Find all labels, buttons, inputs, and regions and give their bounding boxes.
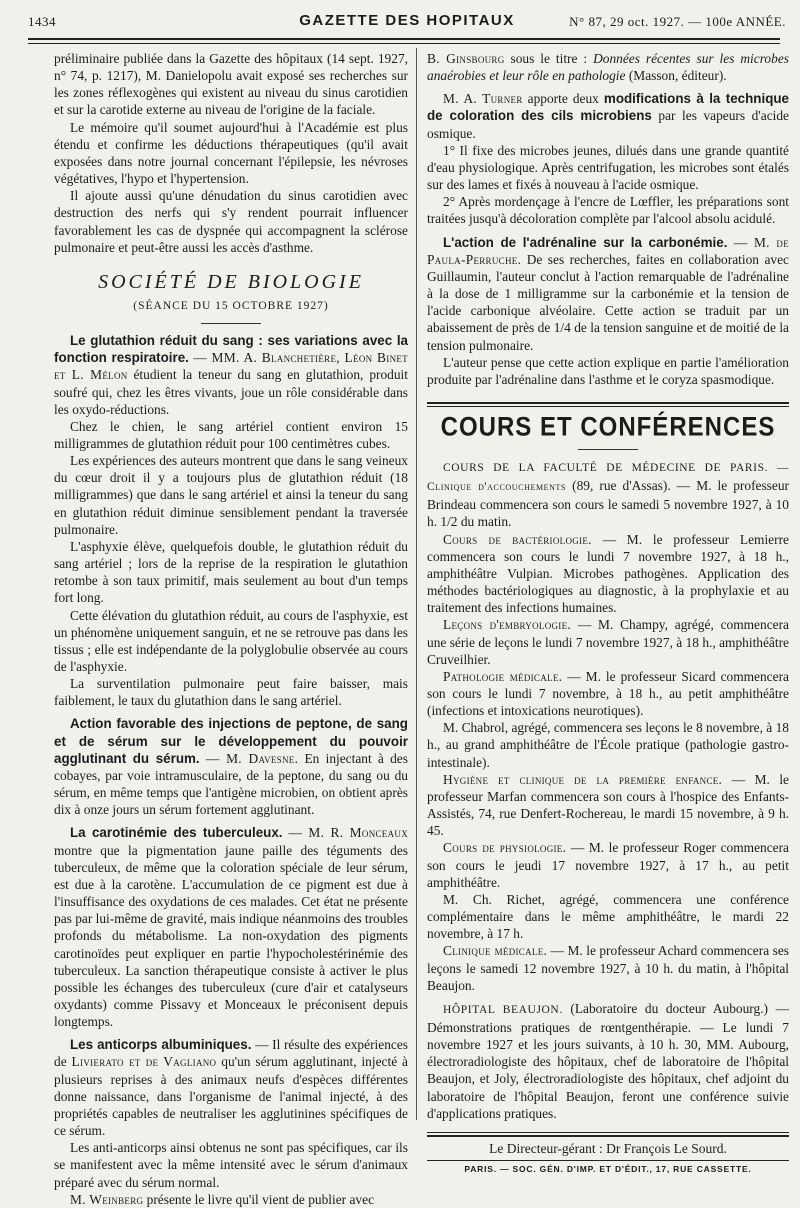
page-number: 1434: [28, 14, 56, 29]
article-heading: modifications à la technique de coloration des cils microbiens: [427, 91, 789, 124]
article-authors: Livierato et de Vagliano: [71, 1054, 217, 1070]
issue-info: N° 87, 29 oct. 1927. — 100e ANNÉE.: [569, 14, 786, 29]
section-title: SOCIÉTÉ DE BIOLOGIE: [98, 270, 364, 293]
banner-short-rule: [578, 449, 638, 450]
article-authors: M. A. Turner: [443, 91, 523, 107]
page-header: [28, 8, 786, 36]
section-subtitle: (SÉANCE DU 15 OCTOBRE 1927): [133, 299, 329, 312]
column-divider: [416, 48, 417, 1120]
course-paragraph: M. Chabrol, agrégé, commencera ses leçons le 8 novembre, à 18 h., au grand amphithéâtre de l'École pratique (pathologie gastro-intestinale).: [427, 720, 789, 770]
course-item: [427, 771, 789, 840]
article-text: montre que la pigmentation jaune paille des téguments des tuberculeux, de même que la coloration spéciale de leur sérum, est due à la carotène. L'accumulation de ce pigment est due à l'insuffisance des oxydations de ces malades. Cet état ne présente pas par lui-même de gravité, mais indique néanmoins des troubles profonds du métabolisme. La non-oxydation des pigments carotinoïdes peut expliquer en partie l'hypocholestérinémie des tuberculeux. La sanction thérapeutique consiste à activer le plus possible les échanges des tuberculeux (cure d'air et catalyseurs oxydants) comme Pissavy et Monceaux le préconisent depuis longtemps.: [54, 842, 409, 1030]
article-anticorps: [54, 1036, 408, 1139]
course-text: — M. Champy, agrégé, commencera une série de leçons le lundi 7 novembre 1927, à 18 h., amphithéâtre Cruveilhier.: [427, 617, 789, 667]
article-authors: B. Ginsbourg: [427, 51, 505, 66]
course-item: [427, 1000, 789, 1122]
footer-rule-thick: [427, 1135, 789, 1137]
article-heading: Le glutathion réduit du sang : ses variations avec la fonction respiratoire.: [54, 333, 408, 366]
course-item: [427, 616, 789, 667]
article-text: qu'un sérum agglutinant, injecté à plusieurs reprises à des animaux neufs d'espèces différentes donne naissance, dans l'organisme de l'animal injecté, à des propriétés capables de neutraliser les agglutinines spécifiques de ce sérum.: [54, 1054, 408, 1139]
course-heading: Cours de bactériologie.: [443, 531, 592, 547]
right-column: [427, 50, 789, 1178]
article-heading: L'action de l'adrénaline sur la carbonémie.: [443, 234, 728, 250]
article-text: — Il résulte des expériences de: [54, 1037, 408, 1070]
article-paragraph: L'auteur pense que cette action explique en partie l'amélioration produite par l'adrénaline dans l'asthme et le coryza spasmodique.: [427, 354, 789, 387]
course-text: — M. le professeur Lemierre commencera son cours le lundi 7 novembre 1927, à 18 h., amphithéâtre Vulpian. Microbes pathogènes. Application des méthodes bactériologiques au diagnostic, à la prophylaxie et au traitement des infections humaines.: [427, 531, 789, 616]
article-text: De ses recherches, faites en collaboration avec Guillaumin, l'auteur conclut à l'action remarquable de l'adrénaline à la dose de 1 milligramme sur la carbonémie et la tension de l'acide carbonique alvéolaire. Cette action se traduit par un abaissement de près de 1/4 de la tension sanguine et de moitié de la tension pulmonaire.: [427, 251, 789, 353]
article-text: apporte deux: [527, 91, 599, 107]
article-carotinemie: [54, 824, 408, 1030]
article-paragraph: 2° Après mordençage à l'encre de Lœffler, les préparations sont traitées jusqu'à décoloration complète par l'alcool absolu acidulé.: [427, 194, 789, 227]
article-paragraph: Les anti-anticorps ainsi obtenus ne sont pas spécifiques, car ils se manifestent avec la même intensité avec le sérum d'animaux préparé avec du sérum normal.: [54, 1140, 408, 1190]
article-heading: Les anticorps albuminiques.: [70, 1037, 252, 1053]
banner-rule: [427, 402, 789, 404]
intro-paragraph: préliminaire publiée dans la Gazette des hôpitaux (14 sept. 1927, n° 74, p. 1217), M. Danielopolu avait exposé ses recherches sur les zones réflexogènes qui existent au niveau du sinus carotidien et sur la carotide externe au niveau de l'origine de la faciale.: [54, 51, 408, 118]
section-banner: COURS ET CONFÉRENCES: [440, 412, 776, 443]
course-heading: COURS DE LA FACULTÉ DE MÉDECINE DE PARIS. — Clinique d'accouchements: [427, 461, 789, 494]
article-text: étudient la teneur du sang en glutathion, produit soufré qui, chez les êtres vivants, joue un rôle considérable dans les oxydo-réductions.: [54, 367, 408, 417]
course-text: — M. le professeur Roger commencera son cours le jeudi 17 novembre 1927, à 17 h., au petit amphithéâtre.: [427, 840, 789, 890]
journal-title: GAZETTE DES HOPITAUX: [299, 12, 515, 29]
course-item: [427, 458, 789, 531]
course-paragraph: M. Ch. Richet, agrégé, commencera une conférence complémentaire dans le même amphithéâtre, le mardi 22 novembre, à 17 h.: [427, 891, 789, 942]
footer-director: Le Directeur-gérant : Dr François Le Sourd.: [489, 1140, 727, 1156]
article-glutathion: [54, 332, 408, 418]
article-adrenaline: [427, 234, 789, 354]
header-rule-thin: [28, 43, 780, 44]
course-item: [427, 668, 789, 719]
article-paragraph: Chez le chien, le sang artériel contient environ 15 milligrammes de glutathion réduit pour 100 centimètres cubes.: [54, 418, 408, 451]
left-column: [54, 50, 408, 1208]
book-title: Données récentes sur les microbes anaérobies et leur rôle en pathologie: [427, 51, 789, 84]
article-authors: — M. Davesne.: [205, 750, 299, 766]
article-authors: M. Weinberg: [70, 1191, 144, 1207]
article-paragraph: Cette élévation du glutathion réduit, au cours de l'asphyxie, est un phénomène uniquement sanguin, et ne se retrouve pas dans les tissus ; elle est indépendante de la polyglobulie observée au cours de l'asphyxie.: [54, 607, 408, 674]
course-text: — M. le professeur Achard commencera ses leçons le samedi 12 novembre 1927, à 10 h. du matin, à l'hôpital Beaujon.: [427, 943, 789, 993]
article-turner: [427, 90, 789, 141]
course-item: [427, 839, 789, 890]
course-text: — M. le professeur Sicard commencera son cours le lundi 7 novembre, à 18 h., au petit amphithéâtre (infections et intoxications neurotiques).: [427, 668, 789, 719]
course-text: — Le lundi 7 novembre 1927 et les jours suivants, à 10 h. 30, MM. Aubourg, électroradiologiste des hôpitaux, chef de laboratoire de l'hôpital Beaujon, et Joly, électroradiologiste des hôpitaux, chef adjoint du laboratoire de l'hôpital Beaujon, feront une conférence suivie d'applications pratiques.: [427, 1019, 789, 1121]
course-text: (89, rue d'Assas). — M. le professeur Brindeau commencera son cours le samedi 5 novembre 1927, à 10 h. 1/2 du matin.: [427, 478, 789, 530]
course-text: (Laboratoire du docteur Aubourg.) — Démonstrations pratiques de rœntgenthérapie.: [427, 1000, 789, 1035]
article-weinberg: [54, 1191, 408, 1208]
intro-paragraph: Le mémoire qu'il soumet aujourd'hui à l'Académie est plus étendu et confirme les déductions thérapeutiques (qu'il avait exposées dans notre journal concernant l'épilepsie, les névroses végétatives, l'hypo et l'hypertension.: [54, 119, 408, 187]
course-heading: Clinique médicale.: [443, 943, 548, 959]
article-paragraph: La surventilation pulmonaire peut faire baisser, mais faiblement, le taux du glutathion dans le sang artériel.: [54, 676, 408, 709]
article-heading: La carotinémie des tuberculeux.: [70, 825, 283, 841]
course-heading: Hygiène et clinique de la première enfance.: [443, 771, 723, 787]
article-text: (Masson, éditeur).: [628, 68, 727, 84]
article-peptone: [54, 715, 408, 818]
course-item: [427, 531, 789, 617]
course-heading: Cours de physiologie.: [443, 840, 567, 856]
article-heading: Action favorable des injections de peptone, de sang et de sérum sur le développement du pouvoir agglutinant du sérum.: [54, 716, 408, 766]
course-heading: Leçons d'embryologie.: [443, 617, 572, 633]
article-text: sous le titre :: [510, 51, 588, 66]
article-authors: — M. de Paula-Perruche.: [427, 234, 789, 267]
article-text: En injectant à des cobayes, par voie intramusculaire, de la peptone, du sang ou du sérum, en même temps que l'antigène microbien, on obtient après dix à onze jours un sérum fortement agglutinant.: [54, 750, 408, 818]
intro-paragraph: Il ajoute aussi qu'une dénudation du sinus carotidien avec destruction des nerfs qui s'y rendent pourrait influencer favorablement les cas de dyspnée qui accompagnent la sclérose pulmonaire et peut-être aussi les accès d'asthme.: [54, 188, 408, 255]
course-text: — M. le professeur Marfan commencera son cours à l'hospice des Enfants-Assistés, 74, rue Denfert-Rochereau, le mardi 15 novembre, à 9 h. 45.: [427, 771, 789, 839]
article-paragraph: 1° Il fixe des microbes jeunes, dilués dans une grande quantité d'eau physiologique. Après centrifugation, les microbes sont étalés sur des lames et fixés à nouveau à l'acide osmique.: [427, 142, 789, 193]
header-rule: [28, 38, 780, 40]
footer-rule: [427, 1132, 789, 1133]
footer-imprint: PARIS. — SOC. GÉN. D'IMP. ET D'ÉDIT., 17, RUE CASSETTE.: [464, 1164, 752, 1175]
article-ginsbourg: [427, 50, 789, 84]
article-paragraph: L'asphyxie élève, quelquefois double, le glutathion réduit du sang artériel ; lors de la reprise de la respiration le glutathion retombe à son taux primitif, mais seulement au bout d'un temps fort long.: [54, 538, 408, 606]
article-authors: — MM. A. Blanchetière, Léon Binet et L. Mélon: [54, 350, 408, 383]
course-heading: HÔPITAL BEAUJON.: [443, 1003, 563, 1016]
section-rule: [201, 323, 261, 324]
article-authors: — M. R. Monceaux: [288, 825, 408, 841]
course-item: [427, 942, 789, 993]
article-text: présente le livre qu'il vient de publier avec: [146, 1191, 375, 1207]
article-paragraph: Les expériences des auteurs montrent que dans le sang veineux du cœur droit il y a toujours plus de glutathion réduit (18 milligrammes) que dans le sang artériel et ainsi la teneur du sang en glutathion réduit diminue sensiblement pendant la traversée pulmonaire.: [54, 453, 408, 537]
banner-rule-thin: [427, 406, 789, 407]
course-heading: Pathologie médicale.: [443, 668, 563, 684]
article-text: par les vapeurs d'acide osmique.: [427, 108, 789, 141]
